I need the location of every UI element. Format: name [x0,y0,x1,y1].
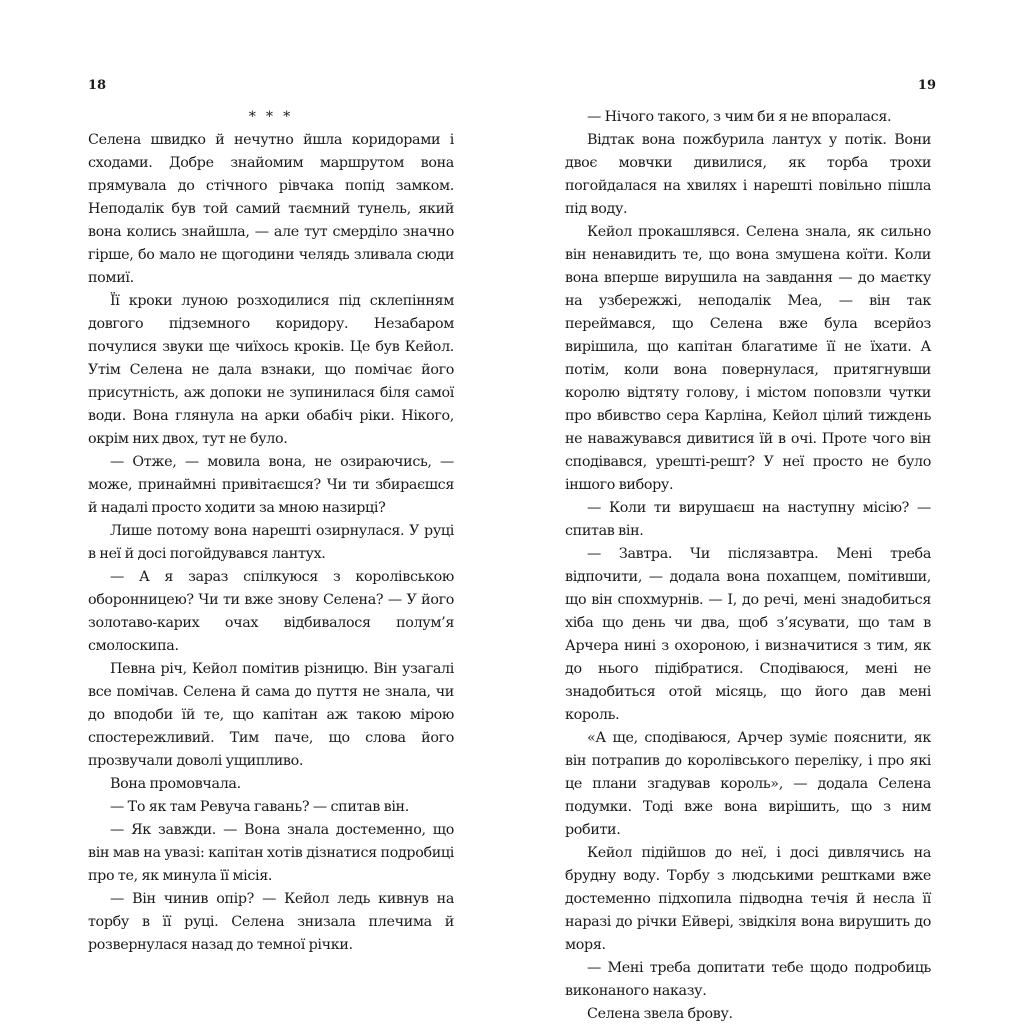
paragraph: Відтак вона пожбурила лантух у потік. Вони двоє мовчки дивилися, як торба трохи погойдалася на хвилях і нарешті повільно пішла під воду. [565,132,931,217]
body-text [565,106,931,1026]
paragraph: Селена звела брову. [587,1006,733,1022]
section-break: * * * [248,109,294,125]
paragraph: Селена швидко й нечутно йшла коридорами і сходами. Добре знайомим маршрутом вона прямувала до стічного рівчака попід замком. Неподалік був той самий таємний тунель, який вона колись знайшла, — але тут смерділо значно гірше, бо мало не щогодини челядь зливала сюди помиї. [88,132,454,286]
paragraph: Кейол підійшов до неї, і досі дивлячись на брудну воду. Торбу з людськими рештками вже достеменно підхопила підводна течія й несла її наразі до річки Ейвері, звідкіля вона вирушить до моря. [565,845,931,953]
page-number: 19 [917,78,936,93]
paragraph: — А я зараз спілкуюся з королівською оборонницею? Чи ти вже знову Селена? — У його золотаво-карих очах відбивалося полум’я смолоскипа. [88,569,454,654]
paragraph: — Як завжди. — Вона знала достеменно, що він мав на увазі: капітан хотів дізнатися подробиці про те, як минула її місія. [88,822,454,884]
paragraph: Певна річ, Кейол помітив різницю. Він узагалі все помічав. Селена й сама до пуття не знала, чи до вподоби їй те, що капітан аж такою мірою спостережливий. Тим паче, що слова його прозвучали доволі ущипливо. [88,661,454,769]
right-page [512,0,1024,1022]
page-number: 18 [88,78,107,93]
paragraph: — Мені треба допитати тебе щодо подробиць виконаного наказу. [565,960,931,999]
paragraph: — Нічого такого, з чим би я не впоралася. [587,109,892,125]
paragraph: — Коли ти вирушаєш на наступну місію? — спитав він. [565,500,931,539]
left-page [0,0,512,953]
paragraph: Вона промовчала. [110,776,241,792]
paragraph: — Завтра. Чи післязавтра. Мені треба відпочити, — додала вона похапцем, помітивши, що він спохмурнів. — І, до речі, мені знадобиться хіба що день чи два, щоб з’ясувати, що там в Арчера нині з охороною, і визначитися з тим, як до нього підібратися. Сподіваюся, мені не знадобиться отой місяць, що його дав мені король. [565,546,931,723]
paragraph: — Він чинив опір? — Кейол ледь кивнув на торбу в її руці. Селена знизала плечима й розвернулася назад до темної річки. [88,891,454,953]
paragraph: Лише потому вона нарешті озирнулася. У руці в неї й досі погойдувався лантух. [88,523,454,562]
paragraph: — То як там Ревуча гавань? — спитав він. [110,799,409,815]
paragraph: Кейол прокашлявся. Селена знала, як сильно він ненавидить те, що вона змушена коїти. Коли вона вперше вирушила на завдання — до маєтку на узбережжі, неподалік Меа, — він так переймався, що Селена вже була всерйоз вирішила, що капітан благатиме її не їхати. А потім, коли вона повернулася, притягнувши королю відтяту голову, і містом поповзли чутки про вбивство сера Карліна, Кейол цілий тиждень не наважувався дивитися їй в очі. Проте чого він сподівався, урешті-решт? У неї просто не було іншого вибору. [565,224,931,493]
paragraph: «А ще, сподіваюся, Арчер зуміє пояснити, як він потрапив до королівського переліку, і про які це плани згадував король», — додала Селена подумки. Тоді вже вона вирішить, що з ним робити. [565,730,931,838]
paragraph: — Отже, — мовила вона, не озираючись, — може, принаймні привітаєшся? Чи ти збираєшся й надалі просто ходити за мною назирці? [88,454,454,516]
paragraph: Її кроки луною розходилися під склепінням довгого підземного коридору. Незабаром почулися звуки ще чиїхось кроків. Це був Кейол. Утім Селена не дала взнаки, що помічає його присутність, аж допоки не зупинилася біля самої води. Вона глянула на арки обабіч ріки. Нікого, окрім них двох, тут не було. [88,293,454,447]
body-text [88,106,454,957]
